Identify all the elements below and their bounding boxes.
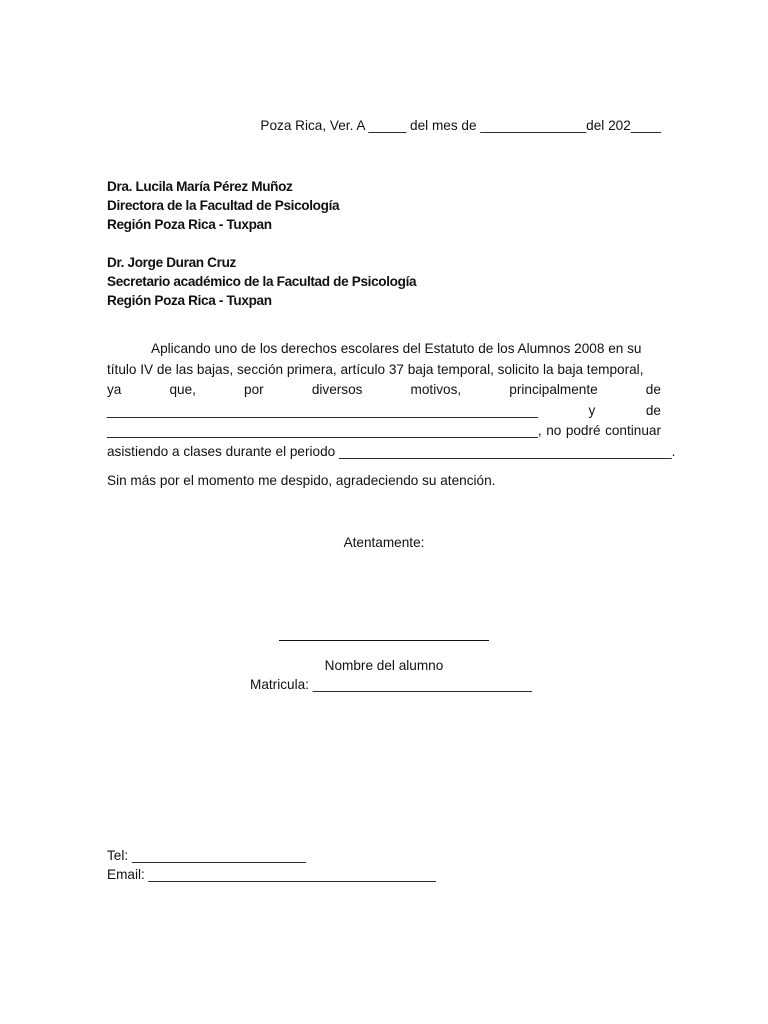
recipient-name: Dr. Jorge Duran Cruz bbox=[107, 255, 236, 270]
paragraph-line bbox=[107, 380, 661, 401]
salutation: Atentamente: bbox=[343, 535, 425, 550]
paragraph-line: asistiendo a clases durante el periodo ____________________________________________. bbox=[107, 443, 676, 459]
word: motivos, bbox=[410, 382, 462, 397]
recipient-position: Directora de la Facultad de Psicología bbox=[107, 198, 340, 213]
word: principalmente bbox=[509, 382, 598, 397]
recipient-region: Región Poza Rica - Tuxpan bbox=[107, 293, 272, 308]
paragraph-line: Aplicando uno de los derechos escolares del Estatuto de los Alumnos 2008 en su bbox=[151, 341, 642, 356]
paragraph-line bbox=[107, 421, 661, 442]
tel-field[interactable]: Tel: _______________________ bbox=[107, 848, 306, 863]
word: no bbox=[546, 423, 562, 438]
word: de bbox=[645, 402, 661, 418]
closing-sentence: Sin más por el momento me despido, agradeciendo su atención. bbox=[107, 473, 496, 488]
email-field[interactable]: Email: ______________________________________ bbox=[107, 867, 436, 882]
word: podré bbox=[565, 423, 601, 438]
word: diversos bbox=[311, 382, 363, 397]
request-paragraph bbox=[107, 339, 676, 462]
blank-field[interactable]: _________________________________________________________, bbox=[107, 423, 542, 438]
blank-field[interactable]: _________________________________________________________ bbox=[107, 402, 538, 418]
word: ya bbox=[107, 382, 122, 397]
word: continuar bbox=[605, 423, 661, 438]
paragraph-line: título IV de las bajas, sección primera, artículo 37 baja temporal, solicito la baja temporal, bbox=[107, 361, 644, 377]
student-name-label: Nombre del alumno bbox=[324, 658, 444, 673]
word: y bbox=[588, 402, 596, 418]
recipient-position: Secretario académico de la Facultad de Psicología bbox=[107, 274, 417, 289]
word: que, bbox=[169, 382, 196, 397]
recipient-name: Dra. Lucila María Pérez Muñoz bbox=[107, 179, 293, 194]
recipient-region: Región Poza Rica - Tuxpan bbox=[107, 217, 272, 232]
signature-line[interactable] bbox=[279, 640, 489, 641]
matricula-field[interactable]: Matricula: _____________________________ bbox=[250, 677, 532, 692]
word: de bbox=[645, 382, 661, 397]
paragraph-line bbox=[107, 401, 661, 422]
recipient-block-director bbox=[107, 177, 339, 234]
recipient-block-secretary bbox=[107, 253, 416, 310]
date-line: Poza Rica, Ver. A _____ del mes de ______________del 202____ bbox=[260, 118, 661, 133]
word: por bbox=[244, 382, 264, 397]
